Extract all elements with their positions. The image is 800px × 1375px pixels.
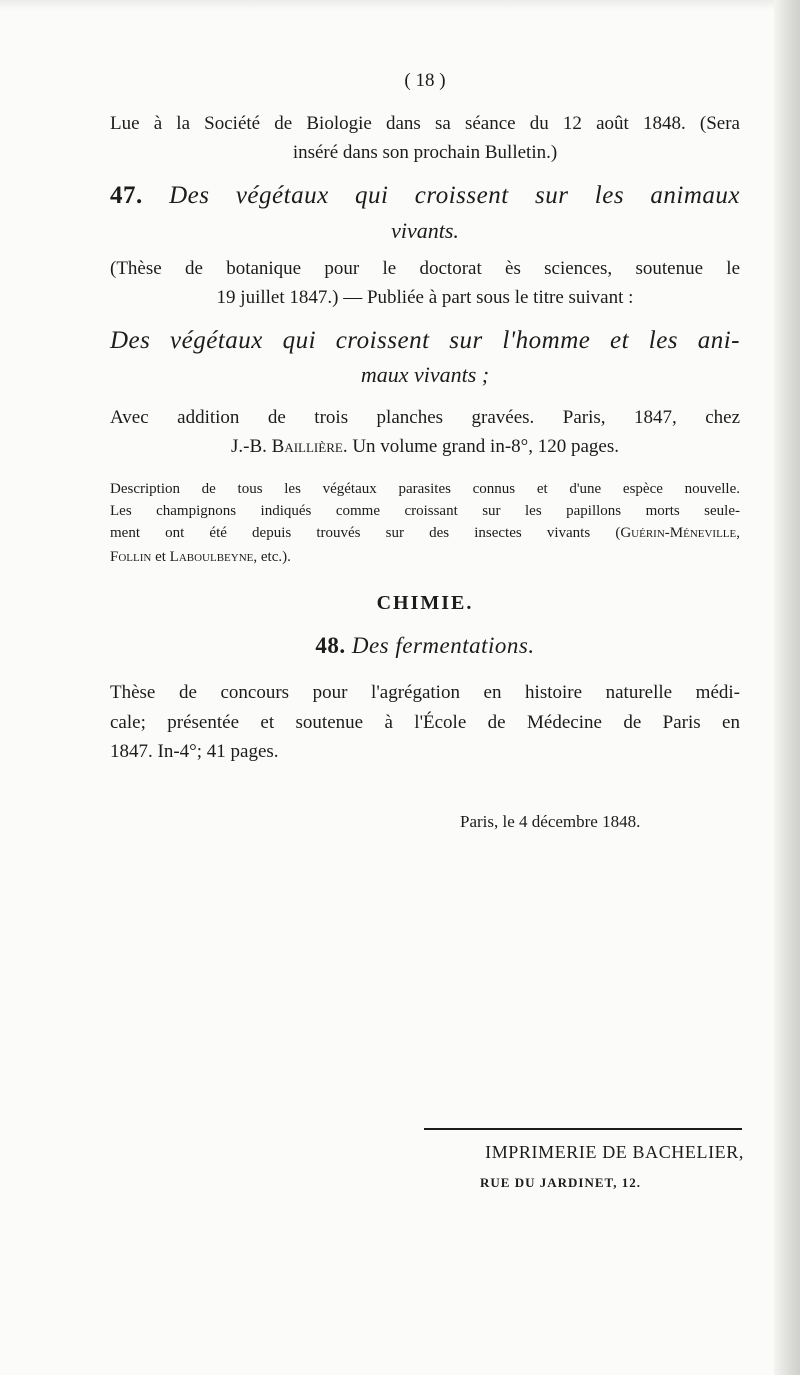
item-47-number: 47. <box>110 182 143 209</box>
pub-line-2-a: J.-B. <box>231 436 272 457</box>
item-48-number: 48. <box>315 633 346 658</box>
imprint-address: RUE DU JARDINET, 12. <box>480 1175 641 1190</box>
item-47-pub-line-1: Avec addition de trois planches gravées. Paris, 1847, chez <box>110 407 740 428</box>
item-47-subtitle-line-1: Des végétaux qui croissent sur l'homme et les ani- <box>110 327 740 354</box>
pub-line-2-b: . Un volume grand in-8°, 120 pages. <box>342 436 619 457</box>
item-47-title-text: Des végétaux qui croissent sur les animaux <box>169 182 741 209</box>
item-48-desc-line-3: 1847. In-4°; 41 pages. <box>110 741 279 762</box>
page-top-shadow <box>0 0 800 10</box>
item-47-title-line-1 <box>110 182 740 210</box>
imprint-rule <box>424 1128 742 1130</box>
author-laboulbeyne: Laboulbeyne <box>169 549 254 565</box>
item-47-title-line-2: vivants. <box>391 218 459 243</box>
publisher-name: Baillière <box>271 436 343 457</box>
item-48-desc-line-2: cale; présentée et soutenue à l'École de Médecine de Paris en <box>110 712 740 733</box>
page-number: ( 18 ) <box>404 70 446 91</box>
author-guerin: Guérin-Méneville <box>620 525 737 541</box>
item-47-note-line-3 <box>110 525 740 542</box>
page-right-edge <box>774 0 800 1375</box>
author-follin: Follin <box>110 549 152 565</box>
note-line-3-b: , <box>736 525 740 541</box>
imprint-printer: IMPRIMERIE DE BACHELIER, <box>485 1142 744 1162</box>
item-47-desc-line-2: 19 juillet 1847.) — Publiée à part sous le titre suivant : <box>216 287 634 308</box>
item-48-title-text: Des fermentations. <box>351 633 535 658</box>
item-47-desc-line-1: (Thèse de botanique pour le doctorat ès sciences, soutenue le <box>110 258 740 279</box>
section-heading-chimie: CHIMIE. <box>376 592 474 614</box>
item-47-pub-line-2 <box>110 436 740 458</box>
note-line-3-a: ment ont été depuis trouvés sur des insectes vivants ( <box>110 525 621 541</box>
intro-line-1: Lue à la Société de Biologie dans sa séance du 12 août 1848. (Sera <box>110 113 740 134</box>
item-47-note-line-2: Les champignons indiqués comme croissant sur les papillons morts seule- <box>110 503 740 519</box>
item-47-subtitle-line-2: maux vivants ; <box>360 362 490 387</box>
note-line-4-b: , etc.). <box>253 549 291 565</box>
note-line-4-a: et <box>151 549 170 565</box>
intro-line-2: inséré dans son prochain Bulletin.) <box>292 142 558 163</box>
item-47-note-line-4 <box>110 549 740 566</box>
dateline: Paris, le 4 décembre 1848. <box>460 812 641 831</box>
item-48-desc-line-1: Thèse de concours pour l'agrégation en histoire naturelle médi- <box>110 682 740 703</box>
item-48-title <box>110 633 740 659</box>
item-47-note-line-1: Description de tous les végétaux parasites connus et d'une espèce nouvelle. <box>110 481 740 497</box>
